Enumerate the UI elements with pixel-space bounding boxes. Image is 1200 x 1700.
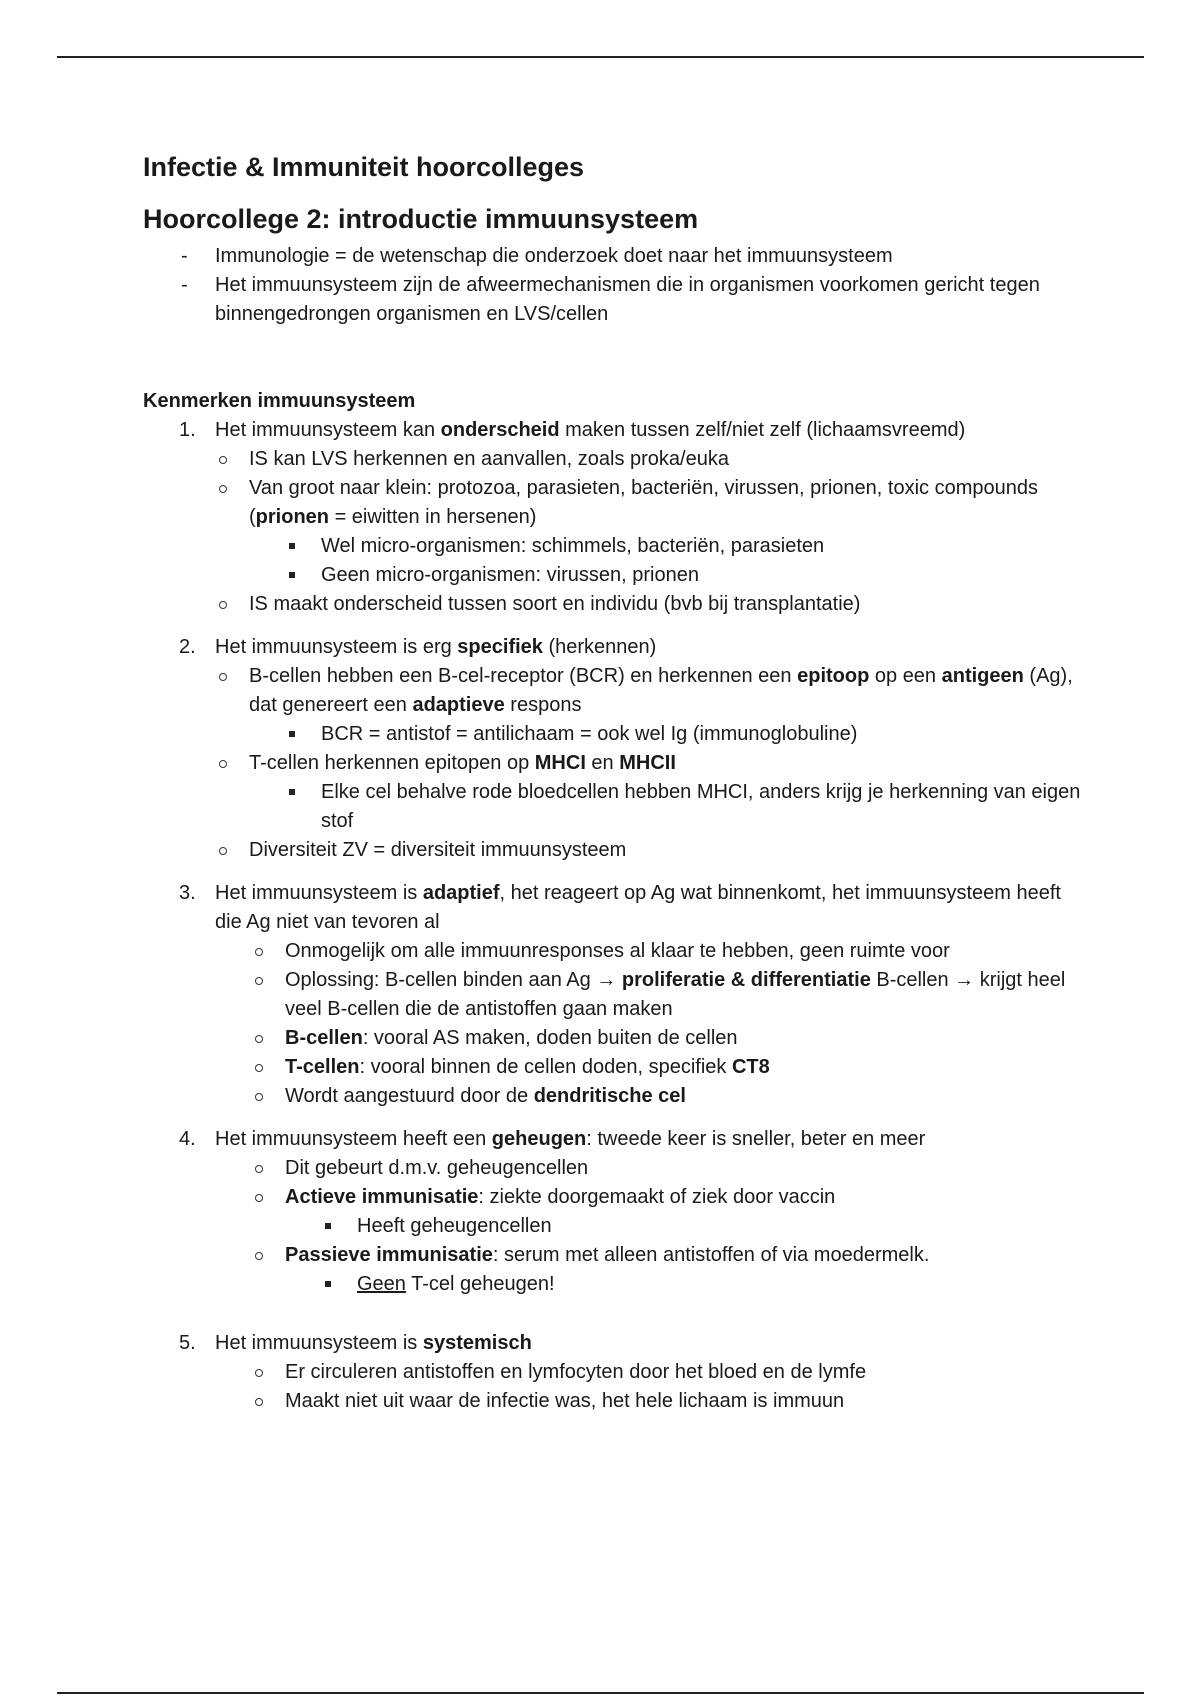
list-item (143, 1329, 1083, 1416)
sub-keyword: dendritische cel (533, 1085, 686, 1107)
sub-item (251, 1387, 1083, 1416)
sub-keyword: epitoop (797, 665, 870, 687)
sub-item (215, 749, 1083, 836)
sub-item (215, 445, 1083, 474)
circle-bullet-icon (219, 673, 227, 681)
square-bullet-icon (289, 731, 295, 737)
sub-list (251, 937, 1083, 1111)
sub-text: : ziekte doorgemaakt of ziek door vaccin (478, 1186, 836, 1208)
sub-text: : serum met alleen antistoffen of via moedermelk. (492, 1244, 930, 1266)
circle-bullet-icon (219, 847, 227, 855)
subsub-text: Elke cel behalve rode bloedcellen hebben MHCI, anders krijg je herkenning van eigen stof (321, 781, 1081, 832)
sub-list (215, 445, 1083, 619)
sub-item (215, 474, 1083, 590)
square-bullet-icon (289, 572, 295, 578)
circle-bullet-icon (255, 1369, 263, 1377)
sub-keyword: MHCI (534, 752, 586, 774)
sub-text: : vooral binnen de cellen doden, specifiek (359, 1056, 732, 1078)
sub-item (251, 1154, 1083, 1183)
subsub-text: Heeft geheugencellen (357, 1215, 552, 1237)
sub-text: Diversiteit ZV = diversiteit immuunsysteem (249, 839, 627, 861)
item-text: Het immuunsysteem is (215, 1332, 423, 1354)
sub-keyword: adaptieve (412, 694, 505, 716)
item-keyword: geheugen (491, 1128, 587, 1150)
circle-bullet-icon (219, 760, 227, 768)
sub-text: IS kan LVS herkennen en aanvallen, zoals proka/euka (249, 448, 729, 470)
intro-text: Immunologie = de wetenschap die onderzoek doet naar het immuunsysteem (215, 245, 893, 267)
item-number: 4. (179, 1128, 196, 1150)
sub-keyword: antigeen (941, 665, 1024, 687)
intro-item (143, 271, 1083, 329)
item-text: Het immuunsysteem heeft een (215, 1128, 492, 1150)
circle-bullet-icon (255, 1165, 263, 1173)
sub-list (251, 1358, 1083, 1416)
sub-keyword: proliferatie & differentiatie (621, 969, 871, 991)
intro-item (143, 242, 1083, 271)
sub-item (215, 836, 1083, 865)
subsub-underlined: Geen (357, 1273, 406, 1295)
sub-keyword: Passieve immunisatie (285, 1244, 493, 1266)
sub-item (251, 1183, 1083, 1241)
item-keyword: specifiek (457, 636, 543, 658)
sub-item (251, 966, 1083, 1024)
item-number: 1. (179, 419, 196, 441)
circle-bullet-icon (255, 1194, 263, 1202)
list-item (143, 416, 1083, 619)
sub-text: Onmogelijk om alle immuunresponses al klaar te hebben, geen ruimte voor (285, 940, 950, 962)
circle-bullet-icon (255, 1398, 263, 1406)
sub-item (215, 590, 1083, 619)
section-heading: Kenmerken immuunsysteem (143, 390, 416, 412)
sub-text: en (585, 752, 620, 774)
sub-text: B-cellen hebben een B-cel-receptor (BCR) en herkennen een (249, 665, 798, 687)
sub-item (251, 1024, 1083, 1053)
circle-bullet-icon (255, 1093, 263, 1101)
subsub-list (249, 720, 1083, 749)
subsub-list (249, 532, 1083, 590)
item-text: Het immuunsysteem is (215, 882, 423, 904)
subsub-item (287, 778, 1083, 836)
sub-text: Wordt aangestuurd door de (285, 1085, 534, 1107)
item-text: : tweede keer is sneller, beter en meer (586, 1128, 926, 1150)
intro-text: Het immuunsysteem zijn de afweermechanismen die in organismen voorkomen gericht tegen binnengedrongen organismen en LVS/cellen (215, 274, 1040, 325)
circle-bullet-icon (219, 485, 227, 493)
circle-bullet-icon (255, 977, 263, 985)
sub-text: op een (869, 665, 942, 687)
sub-text: T-cellen herkennen epitopen op (249, 752, 535, 774)
sub-text: Maakt niet uit waar de infectie was, het hele lichaam is immuun (285, 1390, 845, 1412)
subsub-text: Wel micro-organismen: schimmels, bacteriën, parasieten (321, 535, 825, 557)
list-item (143, 879, 1083, 1111)
subsub-text: BCR = antistof = antilichaam = ook wel Ig (immunoglobuline) (321, 723, 858, 745)
square-bullet-icon (289, 543, 295, 549)
sub-list (215, 662, 1083, 865)
item-text: Het immuunsysteem kan (215, 419, 441, 441)
subsub-item (287, 720, 1083, 749)
subsub-item (323, 1212, 1083, 1241)
item-number: 5. (179, 1332, 196, 1354)
characteristics-list (143, 416, 1083, 1416)
sub-text: B-cellen → krijgt heel veel B-cellen die de antistoffen gaan maken (285, 969, 1066, 1020)
sub-keyword: MHCII (619, 752, 676, 774)
subsub-text: T-cel geheugen! (405, 1273, 555, 1295)
item-text: Het immuunsysteem is erg (215, 636, 458, 658)
subsub-item (287, 532, 1083, 561)
sub-text: : vooral AS maken, doden buiten de cellen (362, 1027, 738, 1049)
list-item (143, 633, 1083, 865)
circle-bullet-icon (219, 456, 227, 464)
list-item (143, 1125, 1083, 1299)
sub-keyword: prionen (255, 506, 330, 528)
sub-text: (Ag), dat genereert een (249, 665, 1073, 716)
sub-text: IS maakt onderscheid tussen soort en individu (bvb bij transplantatie) (249, 593, 861, 615)
item-number: 3. (179, 882, 196, 904)
sub-item (251, 937, 1083, 966)
item-text: , het reageert op Ag wat binnenkomt, het immuunsysteem heeft die Ag niet van tevoren al (215, 882, 1061, 933)
sub-list (251, 1154, 1083, 1299)
footer-rule (57, 1692, 1144, 1694)
sub-item (251, 1358, 1083, 1387)
square-bullet-icon (289, 789, 295, 795)
sub-text: = eiwitten in hersenen) (329, 506, 537, 528)
circle-bullet-icon (219, 601, 227, 609)
item-text: maken tussen zelf/niet zelf (lichaamsvreemd) (559, 419, 966, 441)
lecture-title: Hoorcollege 2: introductie immuunsysteem (143, 204, 699, 234)
circle-bullet-icon (255, 948, 263, 956)
sub-item (251, 1241, 1083, 1299)
sub-keyword: CT8 (731, 1056, 770, 1078)
intro-list (143, 242, 1083, 329)
sub-item (251, 1053, 1083, 1082)
sub-text: Dit gebeurt d.m.v. geheugencellen (285, 1157, 589, 1179)
circle-bullet-icon (255, 1035, 263, 1043)
subsub-item (287, 561, 1083, 590)
subsub-list (285, 1212, 1083, 1241)
sub-keyword: T-cellen (285, 1056, 360, 1078)
sub-text: Oplossing: B-cellen binden aan Ag → (285, 969, 622, 991)
subsub-text: Geen micro-organismen: virussen, prionen (321, 564, 699, 586)
sub-text: Er circuleren antistoffen en lymfocyten door het bloed en de lymfe (285, 1361, 867, 1383)
circle-bullet-icon (255, 1252, 263, 1260)
header-rule (57, 56, 1144, 58)
sub-keyword: B-cellen (285, 1027, 363, 1049)
item-keyword: systemisch (422, 1332, 532, 1354)
sub-item (251, 1082, 1083, 1111)
sub-item (215, 662, 1083, 749)
circle-bullet-icon (255, 1064, 263, 1072)
subsub-item (323, 1270, 1083, 1299)
item-number: 2. (179, 636, 196, 658)
sub-keyword: Actieve immunisatie (285, 1186, 479, 1208)
sub-text: Van groot naar klein: protozoa, parasieten, bacteriën, virussen, prionen, toxic compounds ( (249, 477, 1038, 528)
item-keyword: onderscheid (440, 419, 560, 441)
square-bullet-icon (325, 1223, 331, 1229)
square-bullet-icon (325, 1281, 331, 1287)
document-body (143, 150, 1083, 1416)
sub-text: respons (504, 694, 582, 716)
subsub-list (249, 778, 1083, 836)
subsub-list (285, 1270, 1083, 1299)
item-keyword: adaptief (422, 882, 500, 904)
item-text: (herkennen) (542, 636, 657, 658)
document-title: Infectie & Immuniteit hoorcolleges (143, 152, 585, 182)
